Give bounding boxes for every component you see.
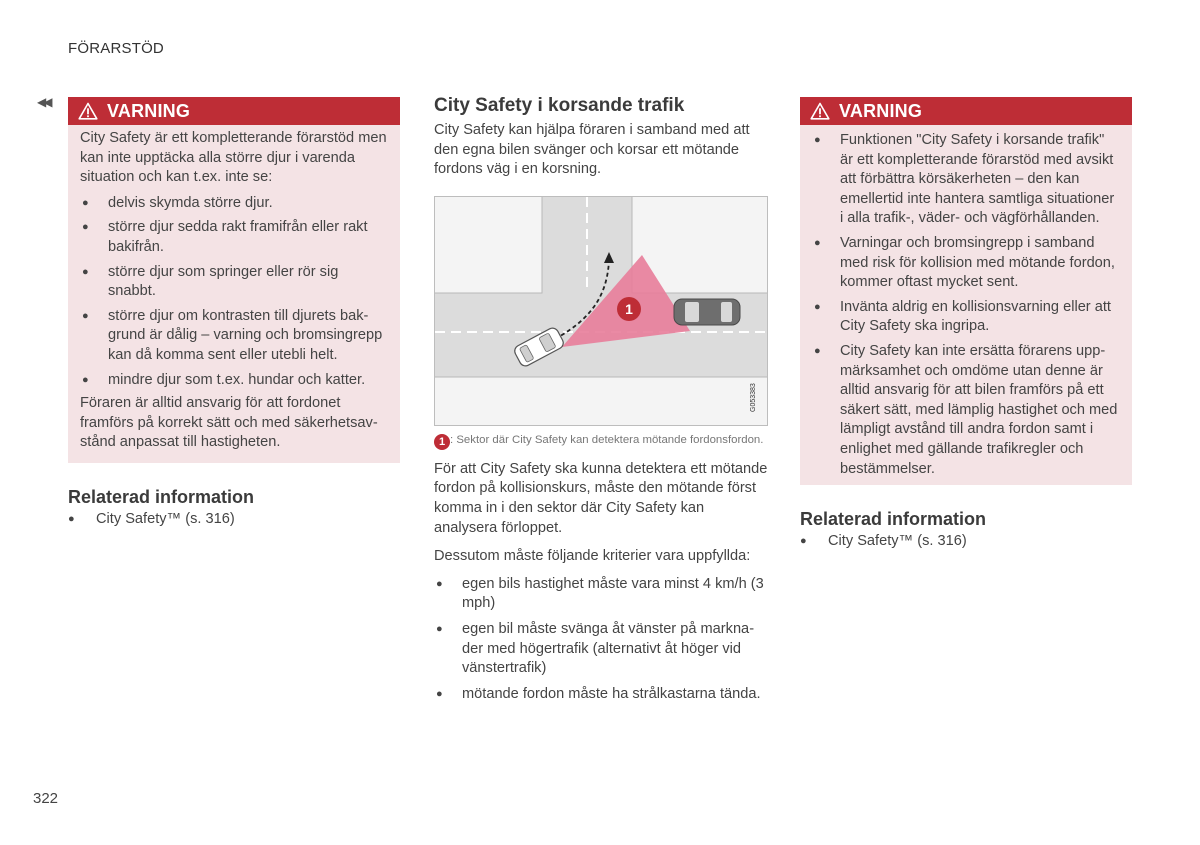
page-number: 322	[33, 790, 59, 807]
warning-body	[68, 125, 400, 463]
warning-bullet-list	[812, 131, 1120, 479]
warning-triangle-icon	[810, 102, 830, 120]
article-intro: City Safety kan hjälpa föraren i samband med att den egna bilen svänger och korsar ett mötande fordons väg i en korsning.	[434, 122, 750, 178]
bullet-icon: ●	[82, 373, 89, 386]
section-title: FÖRARSTÖD	[68, 40, 164, 57]
bullet-icon: ●	[82, 196, 89, 209]
intersection-illustration	[434, 196, 768, 426]
warning-box	[68, 97, 400, 463]
warning-header	[68, 97, 400, 125]
list-item-text: större djur som springer eller rör sig snabbt.	[108, 263, 339, 300]
right-column	[800, 97, 1132, 552]
bullet-icon: ●	[82, 221, 89, 234]
related-link-text[interactable]: City Safety™ (s. 316)	[96, 510, 235, 527]
bullet-icon: ●	[68, 512, 75, 525]
related-link[interactable]	[68, 510, 400, 530]
list-item-text: Invänta aldrig en kollisionsvarning eller att City Safety ska ingripa.	[840, 298, 1111, 335]
caption-text: : Sektor där City Safety kan detektera mötande fordonsfordon.	[450, 433, 764, 446]
oncoming-car-icon	[674, 299, 740, 325]
warning-bullet-list	[80, 194, 388, 390]
list-item	[812, 342, 1120, 479]
bullet-icon: ●	[436, 622, 443, 635]
bullet-icon: ●	[814, 236, 821, 249]
list-item	[434, 575, 768, 614]
list-item	[434, 685, 768, 705]
list-item-text: egen bil måste svänga åt vänster på marknader med högertrafik (alternativt åt höger vid vänstertrafik)	[462, 620, 755, 677]
list-item	[80, 218, 388, 257]
back-arrows-icon[interactable]: ◀◀	[37, 95, 50, 109]
warning-body	[800, 125, 1132, 485]
list-item-text: Varningar och bromsingrepp i samband med risk för kollision med mötande fordon, kommer oftast mycket sent.	[840, 234, 1115, 291]
figure-caption	[434, 433, 768, 450]
bullet-icon: ●	[814, 300, 821, 313]
list-item-text: City Safety kan inte ersätta förarens uppmärksamhet och omdöme utan denne är alltid ansvarig för att bilen framförs på ett säkert sätt, med lämplig hastighet och med lämpligt avstånd till andra fordon samt i enlighet med gällande trafikregler och bestämmelser.	[840, 342, 1118, 477]
related-info-heading: Relaterad information	[68, 486, 255, 507]
warning-label: VARNING	[839, 100, 923, 121]
bullet-icon: ●	[814, 134, 821, 146]
list-item-text: delvis skymda större djur.	[108, 194, 273, 211]
list-item	[812, 131, 1120, 229]
callout-number: 1	[625, 300, 633, 317]
warning-box	[800, 97, 1132, 485]
figure-code: G053383	[750, 382, 757, 412]
list-item	[812, 298, 1120, 337]
bullet-icon: ●	[800, 535, 807, 548]
warning-label: VARNING	[107, 100, 191, 121]
warning-outro: Föraren är alltid ansvarig för att fordonet framförs på korrekt sätt och med säkerhetsavstånd anpassat till hastigheten.	[80, 395, 378, 451]
left-column	[68, 97, 400, 530]
article-paragraph: För att City Safety ska kunna detektera ett mötande fordon på kollisionskurs, måste den mötande först komma in i den sektor där City Safety kan analysera förloppet.	[434, 460, 768, 536]
list-item-text: Funktionen "City Safety i korsande trafik" är ett kompletterande förarstöd med avsikt att förbättra körsäkerheten – den kan emellertid inte hantera samtliga situationer i alla trafik-, väder- och vägförhållanden.	[840, 132, 1115, 227]
article-paragraph: Dessutom måste följande kriterier vara uppfyllda:	[434, 548, 751, 565]
list-item-text: större djur om kontrasten till djurets bakgrund är dålig – varning och bromsingrepp kan då komma sent eller utebli helt.	[108, 307, 383, 363]
caption-marker: 1	[434, 434, 450, 450]
criteria-list	[434, 575, 768, 705]
related-link-text[interactable]: City Safety™ (s. 316)	[828, 533, 967, 550]
list-item-text: mötande fordon måste ha strålkastarna tända.	[462, 685, 761, 702]
list-item-text: mindre djur som t.ex. hundar och katter.	[108, 371, 366, 388]
article-heading: City Safety i korsande trafik	[434, 95, 685, 116]
list-item	[434, 620, 768, 679]
middle-column	[434, 94, 768, 704]
warning-triangle-icon	[78, 102, 98, 120]
list-item	[80, 307, 388, 366]
bullet-icon: ●	[82, 309, 89, 322]
warning-intro: City Safety är ett kompletterande förarstöd men kan inte upptäcka alla större djur i varenda situation och kan t.ex. inte se:	[80, 130, 387, 186]
list-item-text: större djur sedda rakt framifrån eller rakt bakifrån.	[108, 219, 368, 255]
list-item	[80, 263, 388, 302]
related-info-list	[68, 510, 400, 530]
related-info-list	[800, 532, 1132, 552]
bullet-icon: ●	[82, 265, 89, 278]
list-item-text: egen bils hastighet måste vara minst 4 km/h (3 mph)	[462, 575, 764, 612]
bullet-icon: ●	[436, 687, 443, 700]
warning-header	[800, 97, 1132, 125]
related-info-heading: Relaterad information	[800, 509, 987, 530]
bullet-icon: ●	[814, 344, 821, 357]
list-item	[80, 194, 388, 214]
intersection-diagram	[435, 197, 767, 425]
related-link[interactable]	[800, 532, 1132, 552]
list-item	[80, 371, 388, 391]
bullet-icon: ●	[436, 577, 443, 590]
list-item	[812, 234, 1120, 293]
